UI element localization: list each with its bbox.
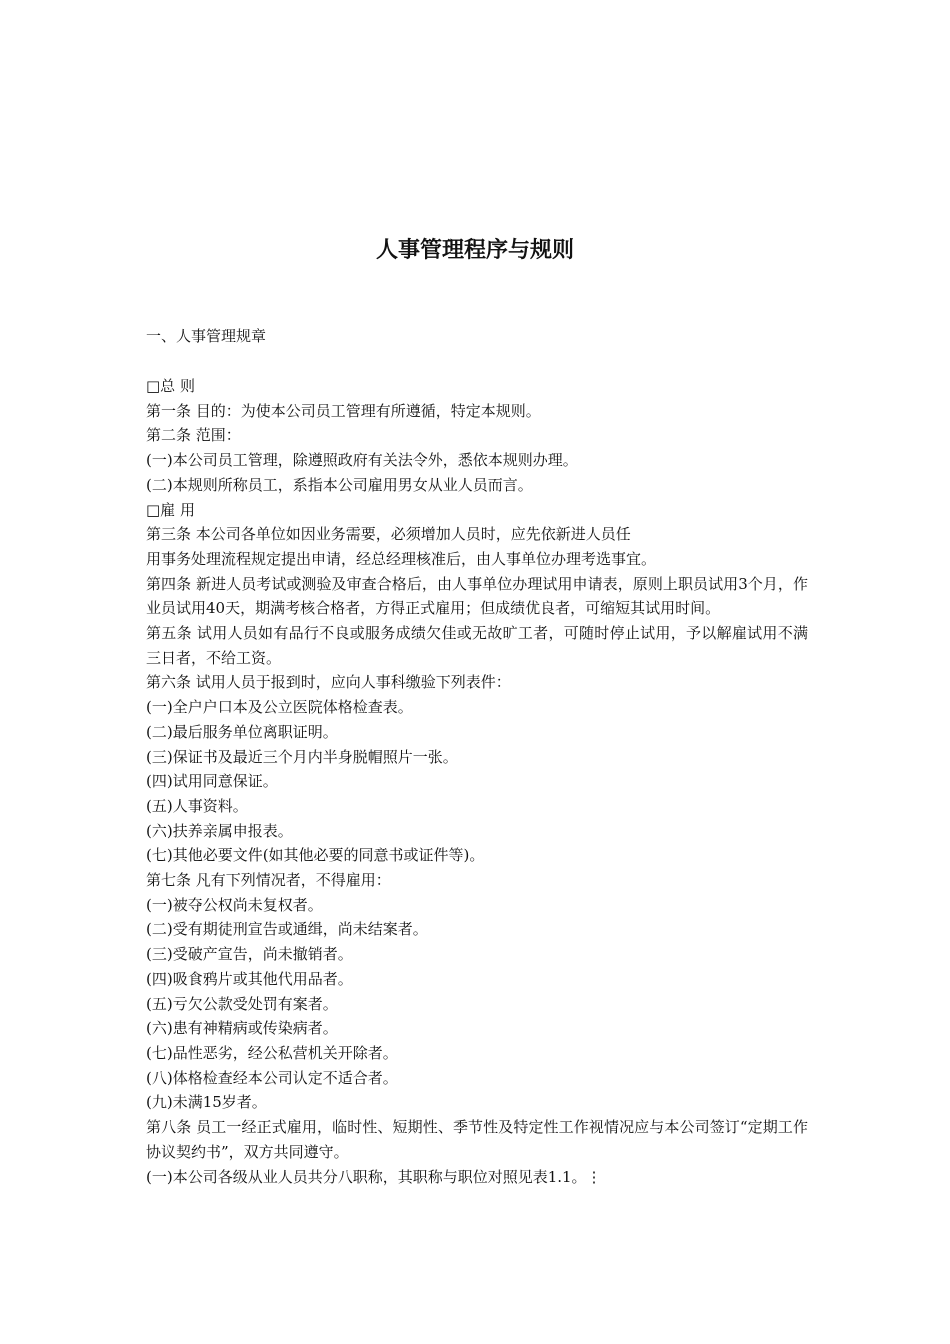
article-8-item-1: (一)本公司各级从业人员共分八职称，其职称与职位对照见表1.1。⋮ bbox=[146, 1167, 602, 1186]
article-7-item-3: (三)受破产宣告，尚未撤销者。 bbox=[146, 945, 353, 964]
article-6-item-2: (二)最后服务单位离职证明。 bbox=[146, 722, 338, 741]
article-7-item-1: (一)被夺公权尚未复权者。 bbox=[146, 895, 323, 914]
article-2: 第二条 范围： bbox=[146, 426, 241, 445]
article-1: 第一条 目的：为使本公司员工管理有所遵循，特定本规则。 bbox=[146, 401, 541, 420]
article-3-line-1: 第三条 本公司各单位如因业务需要，必须增加人员时，应先依新进人员任 bbox=[146, 525, 631, 544]
article-7-item-2: (二)受有期徒刑宣告或通缉，尚未结案者。 bbox=[146, 920, 428, 939]
article-6-item-3: (三)保证书及最近三个月内半身脱帽照片一张。 bbox=[146, 747, 458, 766]
section-heading: 一、人事管理规章 bbox=[146, 327, 267, 345]
article-6-item-7: (七)其他必要文件(如其他必要的同意书或证件等)。 bbox=[146, 846, 485, 865]
article-4: 第四条 新进人员考试或测验及审查合格后，由人事单位办理试用申请表，原则上职员试用3个月，作业员试用40天，期满考核合格者，方得正式雇用；但成绩优良者，可缩短其试用时间。 bbox=[146, 574, 808, 618]
article-5: 第五条 试用人员如有品行不良或服务成绩欠佳或无故旷工者，可随时停止试用，予以解雇试用不满三日者，不给工资。 bbox=[146, 624, 808, 667]
document-title: 人事管理程序与规则 bbox=[375, 237, 574, 263]
article-6-item-5: (五)人事资料。 bbox=[146, 796, 248, 815]
heading-employment: □雇 用 bbox=[146, 500, 195, 519]
article-7-item-6: (六)患有神精病或传染病者。 bbox=[146, 1019, 338, 1038]
article-2-item-1: (一)本公司员工管理，除遵照政府有关法令外，悉依本规则办理。 bbox=[146, 451, 578, 470]
document-body bbox=[146, 374, 808, 1189]
article-2-item-2: (二)本规则所称员工，系指本公司雇用男女从业人员而言。 bbox=[146, 475, 533, 494]
heading-general: □总 则 bbox=[146, 377, 195, 395]
article-3-line-2: 用事务处理流程规定提出申请，经总经理核准后，由人事单位办理考选事宜。 bbox=[146, 549, 657, 568]
article-7-item-8: (八)体格检查经本公司认定不适合者。 bbox=[146, 1068, 398, 1087]
article-6-item-6: (六)扶养亲属申报表。 bbox=[146, 821, 293, 840]
article-7-item-9: (九)未满15岁者。 bbox=[146, 1093, 267, 1112]
article-8: 第八条 员工一经正式雇用，临时性、短期性、季节性及特定性工作视情况应与本公司签订“定期工作协议契约书”，双方共同遵守。 bbox=[146, 1118, 808, 1161]
article-7: 第七条 凡有下列情况者，不得雇用： bbox=[146, 871, 391, 890]
article-7-item-4: (四)吸食鸦片或其他代用品者。 bbox=[146, 969, 353, 988]
article-6-item-1: (一)全户户口本及公立医院体格检查表。 bbox=[146, 698, 413, 717]
article-6: 第六条 试用人员于报到时，应向人事科缴验下列表件： bbox=[146, 673, 511, 692]
article-6-item-4: (四)试用同意保证。 bbox=[146, 772, 278, 791]
article-7-item-5: (五)亏欠公款受处罚有案者。 bbox=[146, 994, 338, 1013]
article-7-item-7: (七)品性恶劣，经公私营机关开除者。 bbox=[146, 1043, 398, 1062]
